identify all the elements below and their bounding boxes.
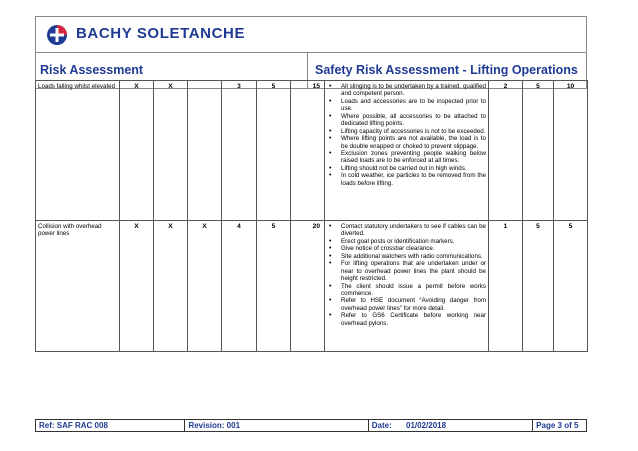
- list-item: • Erect goal posts or identification markers.: [341, 238, 486, 245]
- list-item: • Lifting capacity of accessories is not to be exceeded.: [341, 128, 486, 135]
- logo-row: [36, 17, 586, 53]
- residual-severity-value: 5: [523, 81, 554, 221]
- control-measures-cell: [325, 81, 489, 221]
- affected-mark: X: [120, 221, 154, 352]
- document-header: [35, 16, 587, 89]
- list-item: • All slinging is to be undertaken by a trained, qualified and competent person.: [341, 83, 486, 98]
- hazard-cell: Collision with overhead power lines: [36, 221, 120, 352]
- list-item: • Where lifting points are not available, the load is to be double wrapped or choked to prevent slippage.: [341, 135, 486, 150]
- document-footer: [35, 419, 587, 432]
- list-item: • Lifting should not be carried out in high winds.: [341, 165, 486, 172]
- control-measures-list: [327, 83, 486, 187]
- residual-severity-value: 5: [523, 221, 554, 352]
- residual-likelihood-value: 1: [489, 221, 523, 352]
- table-row: [36, 221, 588, 352]
- list-item: • In cold weather, ice particles to be removed from the loads before lifting.: [341, 172, 486, 187]
- affected-mark: X: [154, 81, 188, 221]
- table-row: [36, 81, 588, 221]
- affected-mark: X: [188, 221, 222, 352]
- list-item: • Loads and accessories are to be inspected prior to use.: [341, 98, 486, 113]
- list-item: • The client should issue a permit before works commence.: [341, 283, 486, 298]
- affected-mark: X: [120, 81, 154, 221]
- hazard-cell: Loads falling whilst elevated: [36, 81, 120, 221]
- list-item: • Refer to GS6 Certificate before working near overhead pylons.: [341, 312, 486, 327]
- likelihood-value: 4: [222, 221, 257, 352]
- likelihood-value: 3: [222, 81, 257, 221]
- risk-rating-value: 20: [291, 221, 325, 352]
- list-item: • Site additional watchers with radio communications.: [341, 253, 486, 260]
- company-name: BACHY SOLETANCHE: [76, 25, 246, 42]
- control-measures-cell: [325, 221, 489, 352]
- list-item: • Exclusion zones preventing people walking below raised loads are to be enforced at all times.: [341, 150, 486, 165]
- page-number: Page 3 of 5: [536, 421, 579, 430]
- residual-risk-value: 5: [554, 221, 588, 352]
- list-item: • Refer to HSE document “Avoiding danger from overhead power lines” for more detail.: [341, 297, 486, 312]
- company-logo-icon: [46, 24, 68, 46]
- affected-mark: [188, 81, 222, 221]
- risk-table: [35, 80, 588, 352]
- list-item: • For lifting operations that are undertaken under or near to overhead power lines the plant should be height restricted.: [341, 260, 486, 282]
- date-value: 01/02/2018: [406, 421, 447, 430]
- date-field: [369, 420, 533, 431]
- affected-mark: X: [154, 221, 188, 352]
- residual-risk-value: 10: [554, 81, 588, 221]
- severity-value: 5: [257, 221, 291, 352]
- list-item: • Contact statutory undertakers to see if cables can be diverted.: [341, 223, 486, 238]
- reference-number: Ref: SAF RAC 008: [36, 420, 185, 431]
- date-label: Date:: [371, 421, 392, 430]
- severity-value: 5: [257, 81, 291, 221]
- revision-number: Revision: 001: [185, 420, 368, 431]
- document-type-title: Risk Assessment: [36, 53, 308, 89]
- risk-rating-value: 15: [291, 81, 325, 221]
- list-item: • Where possible, all accessories to be attached to dedicated lifting points.: [341, 113, 486, 128]
- control-measures-list: [327, 223, 486, 327]
- list-item: • Give notice of crossbar clearance.: [341, 245, 486, 252]
- document-title: Safety Risk Assessment - Lifting Operations: [315, 63, 578, 77]
- residual-likelihood-value: 2: [489, 81, 523, 221]
